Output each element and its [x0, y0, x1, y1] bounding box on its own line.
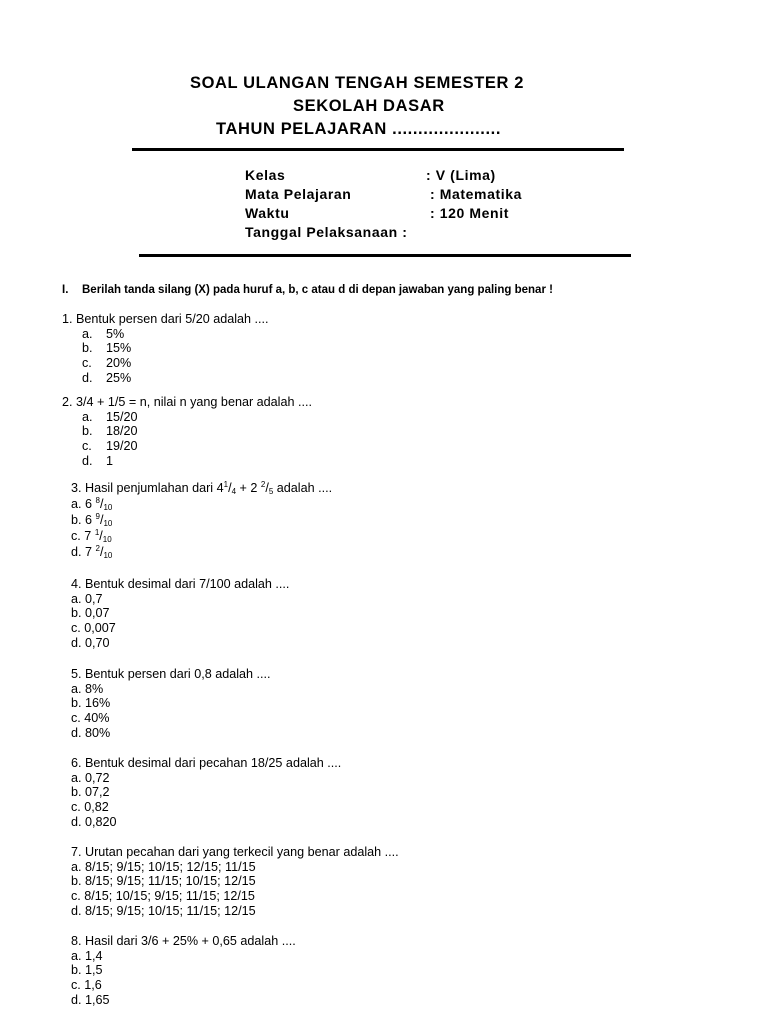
question-1-option-d: d. 25%	[82, 370, 132, 385]
question-7	[62, 845, 399, 919]
question-7-option-b: b. 8/15; 9/15; 11/15; 10/15; 12/15	[71, 874, 256, 889]
question-3-option-d: d. 7 $^2/_{10}$	[71, 544, 113, 560]
question-3-option-a: a. 6 $^8/_{10}$	[71, 496, 113, 512]
question-5-option-d: d. 80%	[71, 725, 111, 740]
question-2-option-a: a. 15/20	[82, 409, 138, 424]
school-level-title: SEKOLAH DASAR	[293, 97, 445, 115]
question-8-option-a: a. 1,4	[71, 948, 103, 963]
instruction	[62, 284, 553, 296]
question-4-option-c: c. 0,007	[71, 621, 116, 636]
question-8-option-d: d. 1,65	[71, 992, 110, 1007]
question-6-option-c: c. 0,82	[71, 800, 109, 815]
mapel-value: : Matematika	[430, 186, 523, 202]
instruction-number: I.	[62, 284, 69, 296]
question-4-option-a: a. 0,7	[71, 591, 103, 606]
question-6-text: 6. Bentuk desimal dari pecahan 18/25 adalah ....	[71, 756, 342, 770]
tanggal-label: Tanggal Pelaksanaan :	[245, 224, 408, 240]
question-7-option-d: d. 8/15; 9/15; 10/15; 11/15; 12/15	[71, 903, 256, 918]
question-6-option-b: b. 07,2	[71, 785, 110, 800]
question-8-option-b: b. 1,5	[71, 963, 103, 978]
instruction-text: Berilah tanda silang (X) pada huruf a, b, c atau d di depan jawaban yang paling benar !	[82, 284, 553, 296]
question-4-option-b: b. 0,07	[71, 606, 110, 621]
question-6-option-d: d. 0,820	[71, 814, 117, 829]
question-3	[62, 480, 332, 560]
question-5	[62, 667, 271, 741]
question-2-text: 2. 3/4 + 1/5 = n, nilai n yang benar adalah ....	[62, 395, 312, 409]
mapel-label: Mata Pelajaran	[245, 186, 352, 202]
question-3-text: 3. Hasil penjumlahan dari $4^1/_4 + 2$ $^2/_5$ adalah ....	[71, 480, 333, 496]
question-4	[62, 577, 289, 651]
question-5-option-c: c. 40%	[71, 711, 110, 726]
question-5-text: 5. Bentuk persen dari 0,8 adalah ....	[71, 667, 271, 681]
question-1-option-b: b. 15%	[82, 341, 132, 356]
question-8-text: 8. Hasil dari 3/6 + 25% + 0,65 adalah ....	[71, 934, 296, 948]
question-1-option-c: c. 20%	[82, 356, 132, 371]
question-4-option-d: d. 0,70	[71, 635, 110, 650]
question-6	[62, 756, 341, 830]
question-7-text: 7. Urutan pecahan dari yang terkecil yang benar adalah ....	[71, 845, 399, 859]
kelas-label: Kelas	[245, 167, 286, 183]
question-5-option-b: b. 16%	[71, 696, 111, 711]
question-6-option-a: a. 0,72	[71, 770, 110, 785]
kelas-value: : V (Lima)	[426, 167, 496, 183]
question-2	[62, 395, 312, 469]
question-1-option-a: a. 5%	[82, 326, 125, 341]
question-5-option-a: a. 8%	[71, 681, 104, 696]
question-2-option-d: d. 1	[82, 453, 114, 468]
header-divider-top	[132, 148, 624, 151]
question-1	[62, 312, 269, 386]
question-7-option-a: a. 8/15; 9/15; 10/15; 12/15; 11/15	[71, 859, 256, 874]
waktu-label: Waktu	[245, 205, 290, 221]
question-7-option-c: c. 8/15; 10/15; 9/15; 11/15; 12/15	[71, 889, 255, 904]
exam-title: SOAL ULANGAN TENGAH SEMESTER 2	[190, 74, 524, 92]
waktu-value: : 120 Menit	[430, 205, 509, 221]
question-3-option-c: c. 7 $^1/_{10}$	[71, 528, 112, 544]
question-3-option-b: b. 6 $^9/_{10}$	[71, 512, 113, 528]
header-divider-bottom	[139, 254, 631, 257]
question-8-option-c: c. 1,6	[71, 978, 102, 993]
question-2-option-b: b. 18/20	[82, 424, 138, 439]
question-1-text: 1. Bentuk persen dari 5/20 adalah ....	[62, 312, 269, 326]
question-4-text: 4. Bentuk desimal dari 7/100 adalah ....	[71, 577, 290, 591]
question-2-option-c: c. 19/20	[82, 439, 138, 454]
question-8	[62, 934, 296, 1008]
school-year-title: TAHUN PELAJARAN .....................	[216, 120, 501, 138]
